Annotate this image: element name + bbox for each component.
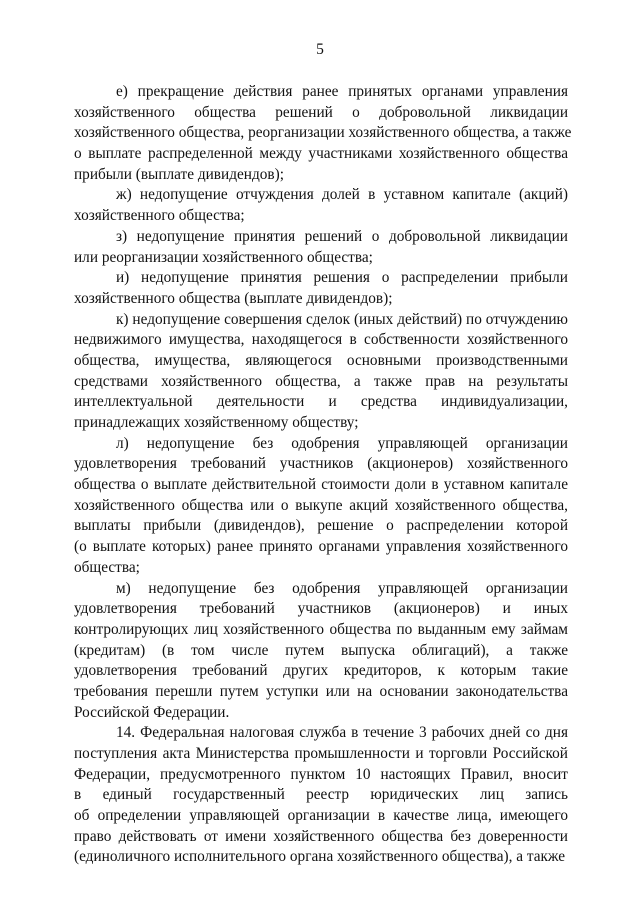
text-line: Федерации, предусмотренного пунктом 10 настоящих Правил, вносит (74, 765, 568, 783)
text-line: требования перешли путем уступки или на основании законодательства (74, 682, 568, 700)
text-line: или реорганизации хозяйственного общества; (74, 248, 373, 266)
text-line: право действовать от имени хозяйственного общества без доверенности (74, 827, 568, 845)
text-line: з) недопущение принятия решений о добровольной ликвидации (116, 227, 568, 245)
text-line: общества; (74, 558, 140, 576)
paragraph-point-14 (74, 723, 568, 868)
paragraph-item-m (74, 579, 568, 724)
paragraph-item-l (74, 434, 568, 579)
text-line: удовлетворения требований участников (акционеров) и иных (74, 600, 568, 618)
text-line: 14. Федеральная налоговая служба в течение 3 рабочих дней со дня (116, 724, 568, 742)
text-line: хозяйственного общества; (74, 207, 245, 225)
text-line: прибыли (выплате дивидендов); (74, 165, 284, 183)
text-line: ж) недопущение отчуждения долей в уставном капитале (акций) (116, 186, 568, 204)
text-line: о выплате распределенной между участниками хозяйственного общества (74, 145, 568, 163)
text-line: принадлежащих хозяйственному обществу; (74, 414, 359, 431)
text-line: средствами хозяйственного общества, а также прав на результаты (74, 372, 568, 390)
text-line: поступления акта Министерства промышленности и торговли Российской (74, 745, 568, 762)
text-line: контролирующих лиц хозяйственного общества по выданным ему займам (74, 620, 568, 638)
text-line: об определении управляющей организации в качестве лица, имеющего (74, 807, 568, 825)
text-line: л) недопущение без одобрения управляющей организации (116, 434, 568, 452)
text-line: Российской Федерации. (74, 703, 230, 721)
text-line: выплаты прибыли (дивидендов), решение о распределении которой (74, 517, 568, 535)
text-line: м) недопущение без одобрения управляющей организации (116, 579, 568, 597)
text-line: хозяйственного общества, реорганизации хозяйственного общества, а также (74, 124, 572, 142)
text-line: в единый государственный реестр юридических лиц запись (74, 786, 568, 804)
text-line: хозяйственного общества решений о добровольной ликвидации (74, 103, 568, 121)
text-line: (кредитам) (в том числе путем выпуска облигаций), а также (74, 641, 568, 659)
text-line: хозяйственного общества или о выкупе акций хозяйственного общества, (74, 496, 568, 514)
text-line: (единоличного исполнительного органа хозяйственного общества), а также (74, 848, 566, 866)
text-line: хозяйственного общества (выплате дивидендов); (74, 289, 393, 307)
text-line: общества о выплате действительной стоимости доли в уставном капитале (74, 476, 568, 494)
text-line: интеллектуальной деятельности и средства индивидуализации, (74, 393, 568, 411)
paragraph-item-k (74, 310, 568, 434)
text-line: е) прекращение действия ранее принятых органами управления (116, 83, 568, 100)
text-line: и) недопущение принятия решения о распределении прибыли (116, 269, 568, 287)
page-number: 5 (316, 41, 324, 58)
document-body (74, 82, 572, 868)
text-line: удовлетворения требований участников (акционеров) хозяйственного (74, 455, 568, 473)
text-line: удовлетворения требований других кредиторов, к которым такие (74, 662, 568, 680)
text-line: общества, имущества, являющегося основными производственными (74, 351, 568, 369)
paragraph-item-e (74, 82, 572, 185)
paragraph-item-zh (74, 185, 568, 226)
text-line: недвижимого имущества, находящегося в собственности хозяйственного (74, 331, 568, 349)
paragraph-item-z (74, 227, 568, 268)
paragraph-item-i (74, 268, 568, 309)
text-line: к) недопущение совершения сделок (иных действий) по отчуждению (116, 310, 568, 328)
text-line: (о выплате которых) ранее принято органами управления хозяйственного (74, 538, 568, 556)
